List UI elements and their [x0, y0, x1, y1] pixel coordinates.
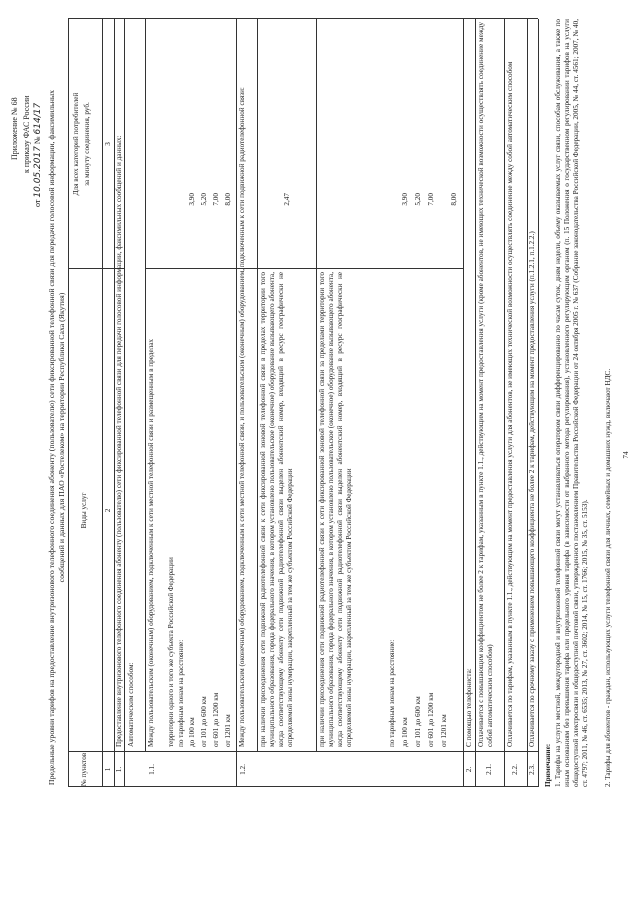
appendix-line-2: к приказу ФАС России	[22, 95, 31, 173]
row12-num: 1.2.	[239, 764, 247, 775]
header-col3-line1: Для всех категорий потребителей	[72, 92, 80, 196]
header-col2: Виды услуг	[80, 492, 88, 529]
row12-zone-3: от 601 до 1200 км	[427, 692, 435, 747]
row21-num: 2.1.	[485, 764, 493, 775]
row11-line-2: территории одного и того же субъекта Российской Федерации	[167, 557, 175, 747]
number-prefix: №	[33, 136, 42, 145]
row21-bottom	[504, 19, 505, 787]
number-handwritten: 614/17	[33, 102, 43, 135]
title-line-1: Предельные уровни тарифов на предоставление внутризонового телефонного соединения абоненту (пользователю) сети фиксированной телефонной связи для передачи голосовой информации, факсимильных	[47, 89, 56, 786]
row11-zone-1: до 100 км	[188, 717, 196, 747]
row12-p1-value: 2,47	[283, 193, 291, 206]
row12-intro-bottom	[257, 19, 258, 752]
section1-num: 1.	[115, 766, 123, 773]
row11-value-1: 3,90	[188, 193, 196, 206]
title-line-2: сообщений и данных для ПАО «Ростелеком» на территории Республики Саха (Якутия)	[57, 292, 66, 583]
row23-text: Оплачивается по срочному заказу с применением повышающего коэффициента не более 2 к тарифам, действующим на момент предоставления услуги (п.1.2.1, п.1.2.2.)	[528, 231, 536, 747]
row22-text: Оплачивается по тарифам, указанным в пункте 1.1., действующим на момент предоставления услуги для абонентов, не имеющих технической возможности осуществлять соединение между собой автоматическим способом	[506, 61, 514, 747]
page-number: 74	[622, 451, 630, 459]
auto-method-title: Автоматическим способом:	[127, 662, 135, 747]
row12-value-3: 7,00	[427, 193, 435, 206]
row12-value-1: 3,90	[401, 193, 409, 206]
row12-bottom	[463, 19, 464, 787]
table-bottom-border	[538, 19, 539, 787]
row23-num: 2.3.	[528, 764, 536, 775]
row-auto-bottom	[145, 19, 146, 752]
row11-line-1: Между пользовательским (оконечным) оборудованием, подключенным к сети местной телефонной связи и размещенным в пределах	[147, 338, 155, 747]
row11-bottom	[236, 19, 237, 787]
section1-title: Предоставление внутризонового телефонного соединения абоненту (пользователю) сети фиксированной телефонной связи для передачи голосовой информации, факсимильных сообщений и данных:	[115, 135, 123, 747]
row12-paragraph-2: при наличии присоединения сети подвижной радиотелефонной связи к сети фиксированной зоновой телефонной связи за пределами территории того муниципального образования, города федерального значения, в котором установлено пользовательское (оконечное) оборудование вызывающего абонента, когда соответствующему абоненту сети подвижной радиотелефонной связи выделен абонентский номер, входящий в ресурс географически не определяемой зоны нумерации, закрепленный за тем же субъектом Российской Федерации	[318, 272, 353, 747]
row2-bottom	[475, 19, 476, 787]
appendix-line-1: Приложение № 68	[10, 97, 19, 160]
row12-zone-4: от 1201 км	[440, 714, 448, 747]
colnum-1: 1	[104, 767, 112, 772]
table-right-border	[68, 18, 538, 19]
row11-zone-4: от 1201 км	[224, 714, 232, 747]
row11-num: 1.1.	[148, 764, 156, 775]
row-header-bottom	[102, 19, 103, 787]
row12-zone-1: до 100 км	[401, 717, 409, 747]
row11-value-4: 8,00	[224, 193, 232, 206]
row-section1-bottom	[124, 19, 125, 787]
row11-value-2: 5,20	[200, 193, 208, 206]
row12-zone-2: от 101 до 600 км	[414, 696, 422, 747]
row11-zone-2: от 101 до 600 км	[200, 696, 208, 747]
note-2: 2. Тарифы для абонентов - граждан, использующих услуги телефонной связи для личных, семейных и домашних нужд, включают НДС.	[604, 368, 612, 787]
row11-zone-3: от 601 до 1200 км	[212, 692, 220, 747]
colnum-3: 3	[104, 142, 112, 146]
row21-text: Оплачивается с повышающим коэффициентом не более 2 к тарифам, указанным в пункте 1.1., действующим на момент предоставления услуги (кроме абонентов, не имеющих технической возможности осуществлять соединение между собой автоматическим способом)	[477, 22, 494, 747]
colnum-2: 2	[104, 508, 112, 513]
notes-title: Примечание:	[544, 743, 552, 787]
header-col1: № пунктов	[80, 752, 88, 787]
appendix-line-3	[33, 103, 43, 207]
row12-intro: Между пользовательским (оконечным) оборудованием, подключенным к сети местной телефонной связи, и пользовательским (оконечным) оборудованием, подключенным к сети подвижной радиотелефонной связи:	[238, 87, 246, 747]
header-col3-line2: за минуту соединения, руб.	[83, 102, 91, 186]
row12-zones-title: по тарифным зонам на расстояние:	[388, 639, 396, 747]
date-handwritten: 10.05.2017	[33, 146, 43, 198]
row11-value-3: 7,00	[212, 193, 220, 206]
row12-value-4: 8,00	[450, 193, 458, 206]
row11-line-3: по тарифным зонам на расстояние:	[177, 639, 185, 747]
row12-paragraph-1: при наличии присоединения сети подвижной радиотелефонной связи к сети фиксированной зоновой телефонной связи в пределах территории того муниципального образования, города федерального значения, в котором установлено пользовательское (оконечное) оборудование вызывающего абонента, когда соответствующему абоненту сети подвижной радиотелефонной связи выделен абонентский номер, входящий в ресурс географически не определяемой зоны нумерации, закрепленный за тем же субъектом Российской Федерации	[259, 272, 294, 747]
note-1: 1. Тарифы на услуги местной, междугородной и внутризоновой телефонной связи могут устанавливаться оператором связи дифференцированно по часам суток, дням недели, объему оказываемых услуг связи, способам обслуживания, а также по иным основаниям без превышения тарифа или предельного уровня тарифа (в зависимости от выбранного метода регулирования), установленного регулирующим органом (п. 15 Положения о государственном регулировании тарифов на услуги общедоступной электросвязи и общедоступной почтовой связи, утвержденного постановлением Правительства Российской Федерации от 24 октября 2005 г. № 637 (Собрание законодательства Российской Федерации, 2005, № 44, ст. 4561; 2007, № 40, ст. 4797; 2011, № 46, ст. 6535; 2013, № 27, ст. 3602; 2014, № 15, ст. 1766; 2015, № 35, ст. 5153).	[554, 19, 589, 787]
table-top-border	[68, 19, 69, 787]
date-prefix: от	[33, 199, 42, 207]
row12-value-2: 5,20	[414, 193, 422, 206]
row2-num: 2.	[465, 766, 473, 773]
row22-num: 2.2.	[511, 764, 519, 775]
row12-p1-bottom	[316, 19, 317, 752]
row2-text: С помощью телефониста:	[465, 668, 473, 747]
